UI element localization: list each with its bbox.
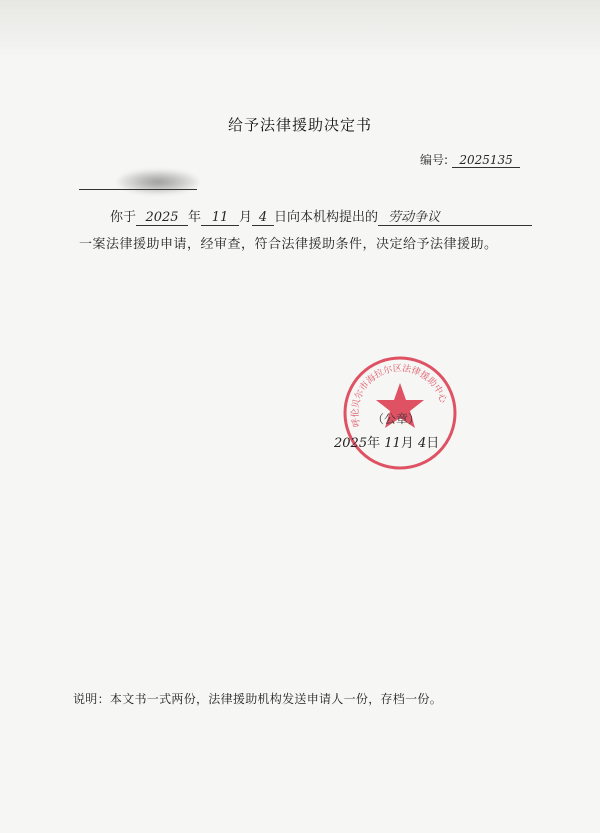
application-sentence [110,206,532,226]
sig-month: 11 [384,436,401,451]
document-number [420,151,520,168]
redacted-name [118,170,198,194]
apply-day: 4 [252,210,274,226]
scan-shadow [0,0,600,60]
line1-prefix: 你于 [110,210,137,225]
sig-month-unit: 月 [400,436,414,451]
document-title: 给予法律援助决定书 [227,116,372,134]
number-label: 编号: [420,153,449,167]
case-matter: 劳动争议 [378,206,532,226]
footer-note: 说明：本文书一式两份，法律援助机构发送申请人一份，存档一份。 [73,692,443,706]
seal-text: 呼伦贝尔市海拉尔区法律援助中心 [350,363,448,428]
year-unit: 年 [188,210,202,225]
signature-date [334,432,439,451]
month-unit: 月 [239,210,253,225]
line1-mid: 日向本机构提出的 [274,210,379,225]
seal-label: （公章） [372,412,421,426]
apply-year: 2025 [136,210,188,226]
sig-day: 4 [417,436,427,451]
sig-year-unit: 年 [367,436,381,451]
sig-day-unit: 日 [426,436,440,451]
sig-year: 2025 [334,436,368,451]
apply-month: 11 [201,210,239,226]
number-value: 2025135 [452,153,520,168]
applicant-name-line [79,189,197,190]
decision-sentence: 一案法律援助申请，经审查，符合法律援助条件，决定给予法律援助。 [79,237,498,252]
